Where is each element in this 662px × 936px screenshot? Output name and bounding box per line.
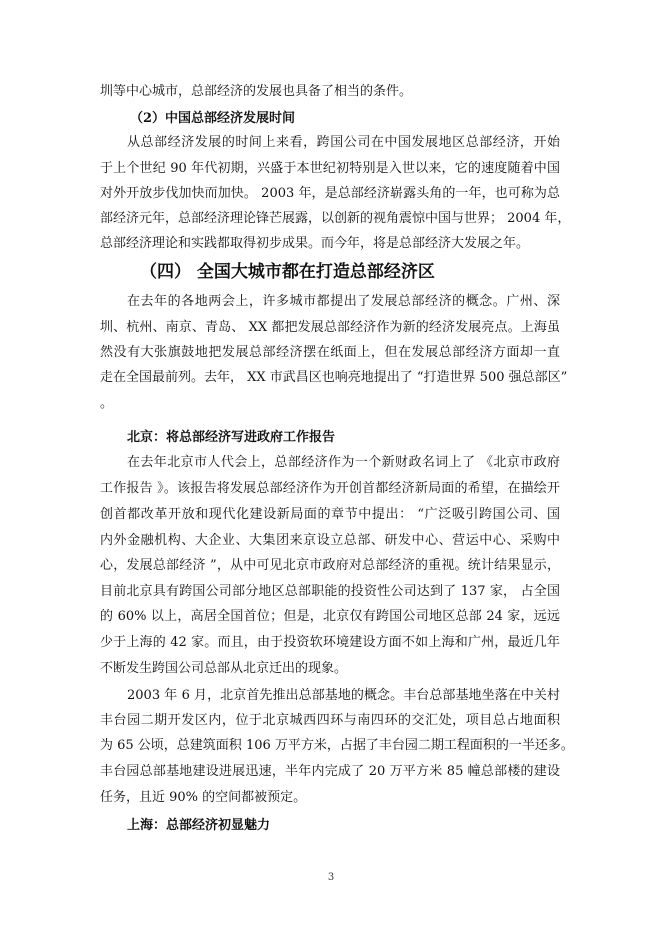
section-heading-four: （四） 全国大城市都在打造总部经济区 [140, 262, 435, 282]
paragraph-line: 心，发展总部经济 ”，从中可见北京市政府对总部经济的重视。统计结果显示， [100, 558, 560, 573]
paragraph-line: 对外开放步伐加快而加快。 2003 年，是总部经济崭露头角的一年，也可称为总 [100, 186, 560, 201]
paragraph-line: 内外金融机构、大企业、大集团来京设立总部、研发中心、营运中心、采购中 [100, 533, 560, 548]
paragraph-line: 少于上海的 42 家。而且，由于投资软环境建设方面不如上海和广州，最近几年 [100, 635, 560, 650]
subheading-shanghai: 上海：总部经济初显魅力 [127, 818, 271, 833]
paragraph-line: 。 [100, 396, 114, 411]
paragraph-line: 的 60% 以上，高居全国首位；但是，北京仅有跨国公司地区总部 24 家，远远 [100, 609, 560, 624]
subheading-beijing: 北京：将总部经济写进政府工作报告 [127, 430, 336, 445]
paragraph-line: 2003 年 6 月，北京首先推出总部基地的概念。丰台总部基地坐落在中关村 [127, 688, 560, 703]
paragraph-line: 任务，且近 90% 的空间都被预定。 [100, 790, 307, 805]
subheading-development-time: （2）中国总部经济发展时间 [130, 111, 296, 126]
paragraph-line: 不断发生跨国公司总部从北京迁出的现象。 [100, 661, 348, 676]
paragraph-line: 于上个世纪 90 年代初期，兴盛于本世纪初特别是入世以来，它的速度随着中国 [100, 161, 560, 176]
paragraph-line: 走在全国最前列。去年， XX 市武昌区也响亮地提出了 “打造世界 500 强总部区” [100, 370, 568, 385]
paragraph-line: 在去年北京市人代会上，总部经济作为一个新财政名词上了 《北京市政府 [127, 455, 560, 470]
paragraph-line: 在去年的各地两会上，许多城市都提出了发展总部经济的概念。广州、深 [127, 294, 560, 309]
paragraph-line: 目前北京具有跨国公司部分地区总部职能的投资性公司达到了 137 家， 占全国 [100, 584, 560, 599]
paragraph-line: 部经济元年，总部经济理论锋芒展露，以创新的视角震惊中国与世界； 2004 年， [100, 211, 571, 226]
page-number: 3 [327, 872, 335, 883]
paragraph-line: 为 65 公顷，总建筑面积 106 万平方米，占据了丰台园二期工程面积的一半还多。 [100, 738, 574, 753]
paragraph-line: 圳、杭州、南京、青岛、 XX 都把发展总部经济作为新的经济发展亮点。上海虽 [100, 320, 560, 335]
paragraph-line: 然没有大张旗鼓地把发展总部经济摆在纸面上，但在发展总部经济方面却一直 [100, 345, 560, 360]
paragraph-line: 总部经济理论和实践都取得初步成果。而今年，将是总部经济大发展之年。 [100, 236, 530, 251]
paragraph-line: 创首都改革开放和现代化建设新局面的章节中提出： “广泛吸引跨国公司、国 [100, 507, 560, 522]
paragraph-line: 工作报告 》。该报告将发展总部经济作为开创首都经济新局面的希望，在描绘开 [100, 481, 560, 496]
paragraph-line: 圳等中心城市，总部经济的发展也具备了相当的条件。 [100, 84, 413, 99]
paragraph-line: 丰台园总部基地建设进展迅速，半年内完成了 20 万平方米 85 幢总部楼的建设 [100, 764, 560, 779]
paragraph-line: 丰台园二期开发区内，位于北京城西四环与南四环的交汇处，项目总占地面积 [100, 713, 560, 728]
paragraph-line: 从总部经济发展的时间上来看，跨国公司在中国发展地区总部经济，开始 [127, 135, 560, 150]
